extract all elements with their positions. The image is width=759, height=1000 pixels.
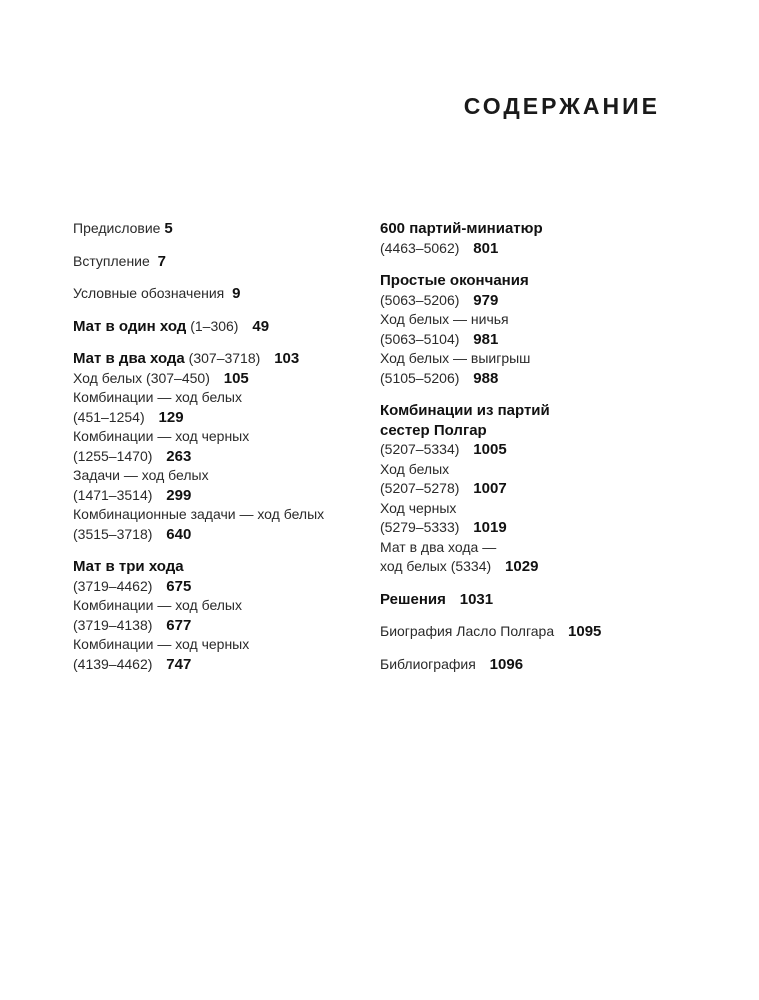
entry-label: Биография Ласло Полгара	[380, 623, 555, 639]
toc-subentry-range[interactable]	[380, 239, 680, 259]
toc-subentry-range[interactable]	[73, 486, 363, 506]
entry-label: Предисловие	[73, 220, 161, 236]
page-number: 981	[473, 330, 499, 348]
page-number: 640	[166, 525, 192, 543]
page-number: 1007	[473, 480, 507, 497]
page-number: 7	[157, 252, 167, 270]
page-number: 1096	[489, 655, 524, 673]
entry-label: Ход белых	[73, 369, 143, 386]
page-number: 675	[166, 577, 192, 595]
toc-subentry-range[interactable]	[380, 369, 680, 389]
range: (3515–3718)	[73, 525, 153, 542]
page-number: 747	[166, 655, 192, 673]
page-number: 263	[166, 447, 192, 465]
range: (1–306)	[190, 317, 239, 334]
toc-subentry-range[interactable]	[380, 440, 680, 460]
toc-subentry-range[interactable]	[380, 557, 680, 577]
page-title: СОДЕРЖАНИЕ	[463, 93, 660, 119]
page-number: 1005	[473, 441, 507, 458]
range: (5063–5104)	[380, 330, 460, 347]
entry-label: Вступление	[73, 252, 150, 269]
toc-entry-preface[interactable]	[73, 219, 363, 239]
page-number: 9	[232, 285, 241, 302]
toc-subentry[interactable]	[73, 369, 363, 389]
section-heading: Решения	[380, 590, 446, 608]
range: (307–3718)	[188, 350, 261, 366]
toc-subentry-range[interactable]	[380, 330, 680, 350]
range: (4139–4462)	[73, 655, 153, 672]
page-number: 1029	[505, 558, 539, 575]
toc-subentry-label[interactable]: Ход белых	[380, 460, 450, 477]
range: (5105–5206)	[380, 369, 460, 386]
toc-subentry-range[interactable]	[73, 655, 363, 675]
page-number: 1019	[473, 519, 507, 536]
toc-section-endings[interactable]: Простые окончания	[380, 272, 529, 289]
toc-subentry-range[interactable]	[380, 479, 680, 499]
toc-subentry-label[interactable]: Ход белых — ничья	[380, 311, 509, 327]
range: (5207–5334)	[380, 441, 460, 457]
range: (4463–5062)	[380, 239, 460, 256]
toc-entry-bibliography[interactable]	[380, 655, 680, 675]
page-number: 129	[158, 408, 184, 426]
toc-entry-intro[interactable]	[73, 252, 363, 272]
page-number: 988	[473, 369, 499, 387]
range: (1471–3514)	[73, 486, 153, 503]
toc-subentry-label[interactable]: Комбинации — ход белых	[73, 389, 242, 405]
range: (307–450)	[146, 369, 210, 386]
range: (3719–4462)	[73, 577, 153, 594]
toc-entry-solutions[interactable]	[380, 590, 680, 610]
page-number: 299	[166, 486, 192, 504]
toc-subentry-label[interactable]: Комбинации — ход белых	[73, 597, 242, 613]
toc-subentry-range[interactable]	[73, 616, 363, 636]
page-number: 5	[164, 220, 173, 237]
page-number: 103	[274, 350, 300, 367]
toc-subentry-range[interactable]	[73, 525, 363, 545]
toc-subentry-label[interactable]: Комбинационные задачи — ход белых	[73, 506, 325, 522]
range: (5334)	[450, 558, 492, 574]
toc-subentry-range[interactable]	[380, 291, 680, 311]
toc-subentry-label[interactable]: Ход белых — выигрыш	[380, 350, 531, 366]
range: (5063–5206)	[380, 291, 460, 308]
page-number: 677	[166, 616, 192, 634]
page-number: 1095	[568, 623, 602, 640]
page-number: 979	[473, 291, 499, 309]
toc-subentry-range[interactable]	[73, 447, 363, 467]
range: (5207–5278)	[380, 480, 460, 496]
toc-right-column	[380, 219, 680, 674]
toc-subentry-range[interactable]	[73, 577, 363, 597]
toc-subentry-label[interactable]: Ход черных	[380, 499, 457, 516]
toc-left-column	[73, 219, 363, 674]
range: (451–1254)	[73, 408, 145, 425]
entry-label: ход белых	[380, 558, 447, 574]
toc-entry-symbols[interactable]	[73, 284, 363, 304]
range: (3719–4138)	[73, 616, 153, 633]
page-number: 105	[223, 369, 249, 387]
toc-section-mate-three-moves[interactable]: Мат в три хода	[73, 558, 184, 575]
toc-entry-mate-one-move[interactable]	[73, 317, 363, 337]
range: (5279–5333)	[380, 519, 460, 535]
toc-section-polgar[interactable]: Комбинации из партий	[380, 402, 550, 419]
toc-subentry-label[interactable]: Мат в два хода —	[380, 538, 497, 555]
toc-subentry-label[interactable]: Комбинации — ход черных	[73, 636, 250, 652]
page-number: 801	[473, 239, 499, 257]
range: (1255–1470)	[73, 447, 153, 464]
toc-section-polgar-cont[interactable]: сестер Полгар	[380, 421, 487, 439]
page-number: 1031	[459, 590, 494, 608]
section-heading: Мат в два хода	[73, 350, 185, 367]
toc-subentry-range[interactable]	[380, 518, 680, 538]
section-heading: Мат в один ход	[73, 317, 187, 335]
toc-entry-biography[interactable]	[380, 622, 680, 642]
toc-subentry-label[interactable]: Задачи — ход белых	[73, 467, 209, 483]
entry-label: Библиография	[380, 655, 476, 672]
toc-subentry-label[interactable]: Комбинации — ход черных	[73, 428, 250, 444]
page-number: 49	[252, 317, 270, 335]
toc-entry-mate-two-moves[interactable]	[73, 349, 363, 369]
entry-label: Условные обозначения	[73, 285, 225, 301]
toc-subentry-range[interactable]	[73, 408, 363, 428]
toc-section-miniatures[interactable]: 600 партий-миниатюр	[380, 220, 543, 237]
